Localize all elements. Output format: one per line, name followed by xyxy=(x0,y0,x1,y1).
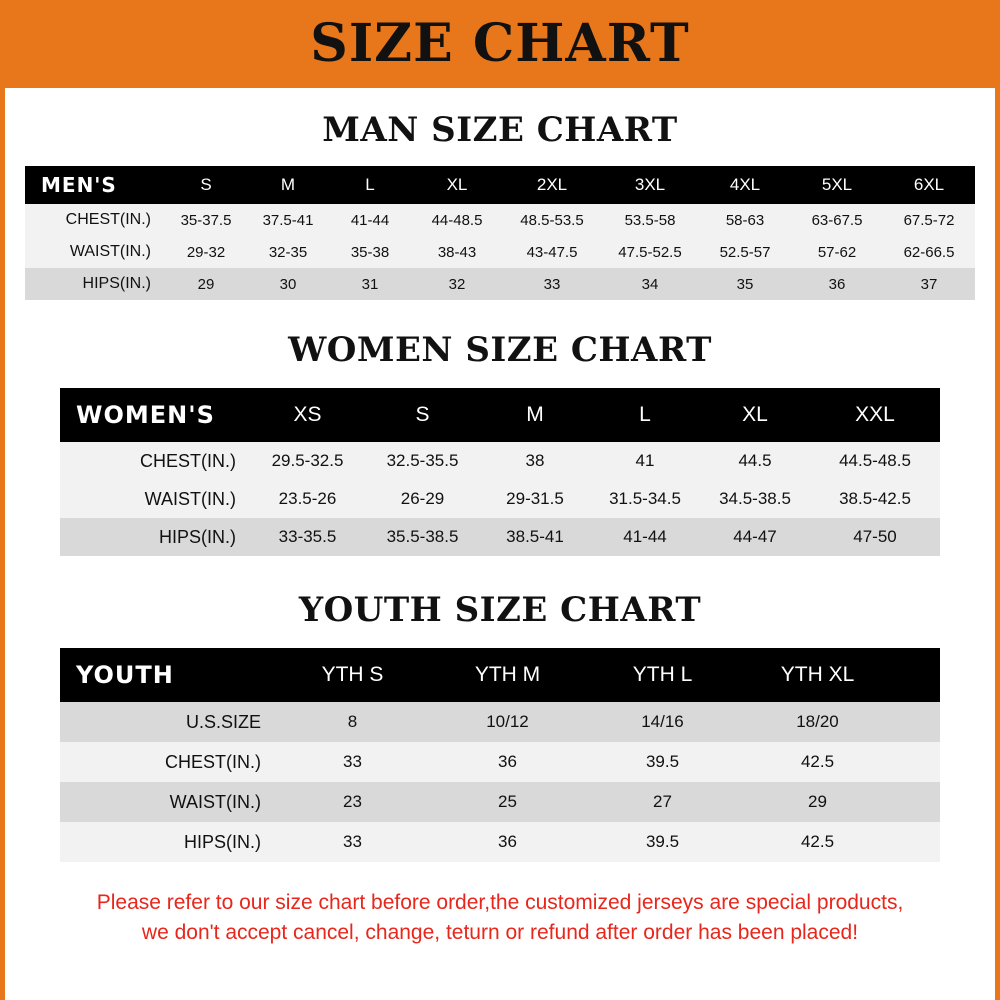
man-header-cell: S xyxy=(165,166,247,204)
table-cell: 10/12 xyxy=(486,712,529,731)
women-header-cell: WOMEN'S xyxy=(60,388,250,442)
table-cell: 23.5-26 xyxy=(278,489,337,508)
table-cell: 29-32 xyxy=(186,243,226,261)
row-label: WAIST(IN.) xyxy=(169,791,261,812)
table-cell: 39.5 xyxy=(645,832,680,851)
table-cell: 29.5-32.5 xyxy=(271,451,344,470)
table-cell: 27 xyxy=(653,792,672,811)
youth-header-cell: YTH M xyxy=(430,648,585,702)
table-cell-spacer xyxy=(895,782,940,822)
man-header-cell: 3XL xyxy=(601,166,699,204)
table-cell: 33 xyxy=(343,832,362,851)
table-cell: 33 xyxy=(543,275,561,293)
youth-size-table xyxy=(60,648,940,862)
youth-table-header-row xyxy=(60,648,940,702)
table-cell: 29 xyxy=(808,792,827,811)
table-cell: 23 xyxy=(343,792,362,811)
table-cell: 31 xyxy=(361,275,379,293)
women-header-cell: XL xyxy=(700,388,810,442)
table-cell: 52.5-57 xyxy=(719,243,771,261)
page-banner xyxy=(0,0,1000,88)
table-cell: 34 xyxy=(641,275,659,293)
table-cell: 41-44 xyxy=(623,527,667,546)
youth-header-spacer xyxy=(895,648,940,702)
table-cell: 35 xyxy=(736,275,754,293)
women-header-cell: XS xyxy=(250,388,365,442)
footer-line-1: Please refer to our size chart before order,the customized jerseys are special products, xyxy=(96,891,904,914)
table-cell: 18/20 xyxy=(796,712,839,731)
women-header-cell: M xyxy=(480,388,590,442)
table-cell: 47-50 xyxy=(853,527,897,546)
row-label: HIPS(IN.) xyxy=(158,526,236,547)
table-cell: 33-35.5 xyxy=(278,527,337,546)
row-label: U.S.SIZE xyxy=(185,711,261,732)
table-cell: 32-35 xyxy=(268,243,308,261)
row-label: HIPS(IN.) xyxy=(183,831,261,852)
women-header-cell: L xyxy=(590,388,700,442)
table-cell: 32 xyxy=(448,275,466,293)
table-cell: 35-38 xyxy=(350,243,390,261)
table-row xyxy=(60,442,940,480)
table-cell: 47.5-52.5 xyxy=(618,243,682,261)
table-cell: 38-43 xyxy=(437,243,477,261)
youth-header-cell: YOUTH xyxy=(60,648,275,702)
table-cell: 43-47.5 xyxy=(526,243,578,261)
table-row xyxy=(25,236,975,268)
table-cell: 44-48.5 xyxy=(431,211,483,229)
table-cell: 44.5-48.5 xyxy=(839,451,911,470)
table-cell-spacer xyxy=(895,822,940,862)
table-cell: 53.5-58 xyxy=(624,211,676,229)
table-cell: 41-44 xyxy=(350,211,390,229)
table-cell: 36 xyxy=(498,752,517,771)
row-label: CHEST(IN.) xyxy=(140,450,236,471)
table-cell: 34.5-38.5 xyxy=(719,489,791,508)
table-cell: 63-67.5 xyxy=(811,211,863,229)
man-header-cell: MEN'S xyxy=(25,166,165,204)
women-header-cell: XXL xyxy=(810,388,940,442)
table-cell: 25 xyxy=(498,792,517,811)
women-header-cell: S xyxy=(365,388,480,442)
table-cell: 42.5 xyxy=(800,752,835,771)
table-cell: 36 xyxy=(498,832,517,851)
women-size-table xyxy=(60,388,940,556)
man-header-cell: 2XL xyxy=(503,166,601,204)
table-cell: 29-31.5 xyxy=(506,489,564,508)
table-cell: 37 xyxy=(920,275,938,293)
table-cell: 37.5-41 xyxy=(262,211,314,229)
man-header-cell: XL xyxy=(411,166,503,204)
table-row xyxy=(60,742,940,782)
table-row xyxy=(60,702,940,742)
table-cell: 57-62 xyxy=(817,243,857,261)
table-cell: 14/16 xyxy=(641,712,684,731)
table-cell: 62-66.5 xyxy=(903,243,955,261)
youth-section-title: YOUTH SIZE CHART xyxy=(298,590,702,630)
row-label: CHEST(IN.) xyxy=(165,751,261,772)
man-header-cell: L xyxy=(329,166,411,204)
table-cell-spacer xyxy=(895,702,940,742)
table-cell: 31.5-34.5 xyxy=(609,489,681,508)
row-label: WAIST(IN.) xyxy=(69,243,151,260)
table-cell: 35-37.5 xyxy=(180,211,232,229)
youth-header-cell: YTH XL xyxy=(740,648,895,702)
man-section-title: MAN SIZE CHART xyxy=(322,110,678,150)
table-cell: 38.5-41 xyxy=(506,527,564,546)
footer-line-2: we don't accept cancel, change, teturn or refund after order has been placed! xyxy=(141,921,859,945)
table-row xyxy=(25,268,975,300)
table-cell: 29 xyxy=(197,275,215,293)
table-cell: 38 xyxy=(525,451,545,470)
man-size-table xyxy=(25,166,975,300)
table-cell: 58-63 xyxy=(725,211,765,229)
row-label: CHEST(IN.) xyxy=(65,211,151,228)
table-row xyxy=(60,518,940,556)
man-header-cell: 6XL xyxy=(883,166,975,204)
table-cell: 36 xyxy=(828,275,846,293)
table-cell: 44.5 xyxy=(738,451,772,470)
table-cell: 44-47 xyxy=(733,527,777,546)
women-table-header-row xyxy=(60,388,940,442)
table-cell: 8 xyxy=(347,712,358,731)
table-row xyxy=(60,782,940,822)
table-cell: 42.5 xyxy=(800,832,835,851)
man-table-header-row xyxy=(25,166,975,204)
man-header-cell: M xyxy=(247,166,329,204)
table-cell-spacer xyxy=(895,742,940,782)
table-cell: 39.5 xyxy=(645,752,680,771)
table-cell: 41 xyxy=(635,451,655,470)
table-cell: 32.5-35.5 xyxy=(386,451,459,470)
table-row xyxy=(60,822,940,862)
youth-header-cell: YTH S xyxy=(275,648,430,702)
table-cell: 35.5-38.5 xyxy=(386,527,459,546)
table-cell: 67.5-72 xyxy=(903,211,955,229)
row-label: HIPS(IN.) xyxy=(82,275,151,292)
table-cell: 26-29 xyxy=(400,489,445,508)
page-title: SIZE CHART xyxy=(310,13,690,74)
table-cell: 38.5-42.5 xyxy=(839,489,911,508)
table-cell: 33 xyxy=(343,752,362,771)
women-section-title: WOMEN SIZE CHART xyxy=(288,330,712,370)
youth-header-cell: YTH L xyxy=(585,648,740,702)
table-cell: 48.5-53.5 xyxy=(520,211,584,229)
footer-warning-note xyxy=(35,888,965,949)
table-cell: 30 xyxy=(279,275,297,293)
man-header-cell: 4XL xyxy=(699,166,791,204)
table-row xyxy=(25,204,975,236)
man-header-cell: 5XL xyxy=(791,166,883,204)
row-label: WAIST(IN.) xyxy=(144,488,236,509)
table-row xyxy=(60,480,940,518)
